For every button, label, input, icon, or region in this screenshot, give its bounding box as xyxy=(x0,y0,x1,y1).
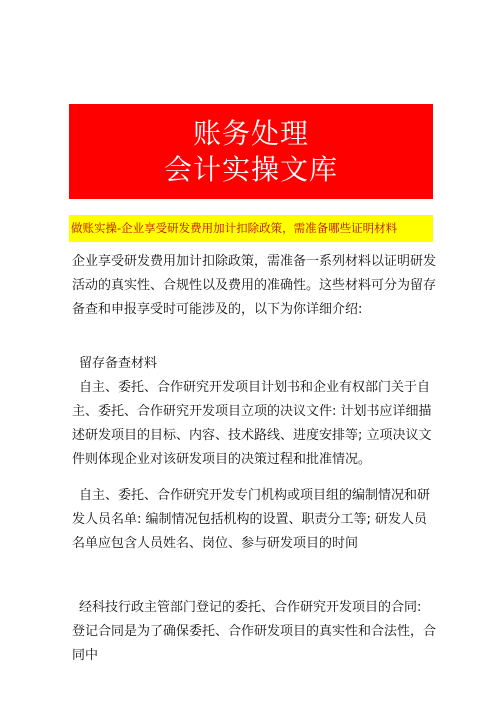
subtitle-highlight: 做账实操-企业享受研发费用加计扣除政策，需准备哪些证明材料 xyxy=(69,215,433,242)
title-banner xyxy=(69,104,433,199)
section-heading: 留存备查材料 xyxy=(79,356,158,371)
intro-paragraph: 企业享受研发费用加计扣除政策，需准备一系列材料以证明研发活动的真实性、合规性以及费用的准确性。这些材料可分为留存备查和申报享受时可能涉及的，以下为你详细介绍: xyxy=(72,254,437,317)
banner-title-line2: 会计实操文库 xyxy=(163,152,338,186)
banner-title-line1: 账务处理 xyxy=(192,116,309,150)
list-item: 自主、委托、合作研究开发专门机构或项目组的编制情况和研发人员名单: 编制情况包括机构的设置、职责分工等; 研发人员名单应包含人员姓名、岗位、参与研发项目的时间 xyxy=(72,488,431,551)
list-item: 自主、委托、合作研究开发项目计划书和企业有权部门关于自主、委托、合作研究开发项目立项的决议文件: 计划书应详细描述研发项目的目标、内容、技术路线、进度安排等; 立项决议文件则体现企业对该研发项目的决策过程和批准情况。 xyxy=(72,380,432,467)
list-item: 经科技行政主管部门登记的委托、合作研究开发项目的合同: 登记合同是为了确保委托、合作研发项目的真实性和合法性，合同中 xyxy=(72,600,437,663)
